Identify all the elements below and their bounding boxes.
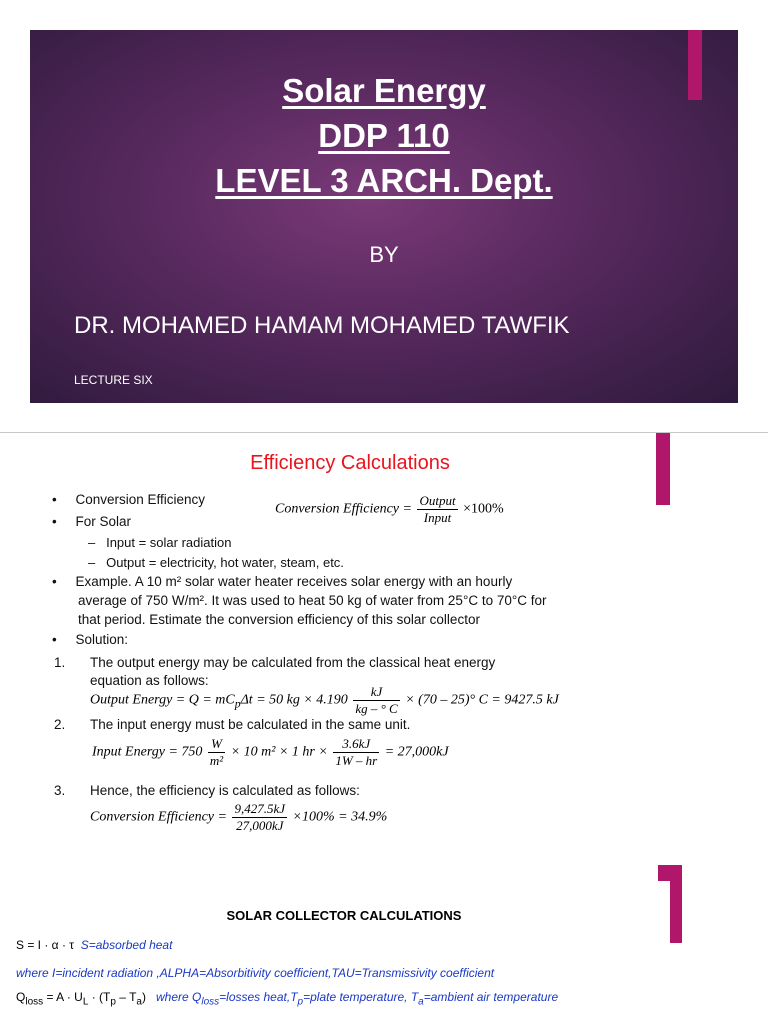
sub-bullet-output: – Output = electricity, hot water, steam, etc. bbox=[88, 555, 344, 570]
title-line-3: LEVEL 3 ARCH. Dept. bbox=[215, 162, 553, 199]
title-line-2: DDP 110 bbox=[318, 117, 450, 154]
step-2-text: The input energy must be calculated in the same unit. bbox=[90, 717, 411, 732]
slide-divider bbox=[0, 432, 768, 433]
example-line-3: that period. Estimate the conversion efficiency of this solar collector bbox=[78, 612, 480, 627]
slide-title bbox=[30, 68, 738, 203]
slide-title: Efficiency Calculations bbox=[250, 452, 450, 474]
absorbed-heat-equation: S = I · α · τ S=absorbed heat bbox=[16, 938, 173, 952]
efficiency-result-formula: Conversion Efficiency = $\frac{9,427.5kJ}{27,000kJ}$ ×100% = 34.9% bbox=[90, 801, 388, 833]
step-1-text-2: equation as follows: bbox=[90, 673, 209, 688]
sub-bullet-input: – Input = solar radiation bbox=[88, 535, 232, 550]
where-note: where I=incident radiation ,ALPHA=Absorbitivity coefficient,TAU=Transmissivity coefficient bbox=[16, 966, 495, 980]
step-number-3: 3. bbox=[54, 783, 66, 798]
heat-loss-equation: $Q_{loss} = A \cdot U_L \cdot (T_p - T_a)$ where $Q_{loss}=losses$ $heat,T_p=plate$ temperature, $T_a=ambient$ air temperature bbox=[16, 990, 559, 1008]
bullet-for-solar: • For Solar bbox=[52, 514, 132, 529]
step-1-text: The output energy may be calculated from the classical heat energy bbox=[90, 655, 496, 670]
bullet-example: • Example. A 10 m² solar water heater receives solar energy with an hourly bbox=[52, 574, 513, 589]
lecture-label: LECTURE SIX bbox=[74, 373, 153, 387]
bullet-conversion: • Conversion Efficiency bbox=[52, 492, 206, 507]
author-name: DR. MOHAMED HAMAM MOHAMED TAWFIK bbox=[74, 312, 570, 339]
slide-title: SOLAR COLLECTOR CALCULATIONS bbox=[226, 908, 462, 923]
input-energy-formula: Input Energy = 750 $\frac{W}{\text{m²}}$ × 10 m² × 1 hr × $\frac{3.6kJ}{1W - hr}$ = 27,000kJ bbox=[92, 736, 449, 768]
step-3-text: Hence, the efficiency is calculated as follows: bbox=[90, 783, 360, 798]
bullet-solution: • Solution: bbox=[52, 632, 129, 647]
accent-bar bbox=[670, 865, 682, 943]
by-label: BY bbox=[369, 242, 399, 267]
conversion-efficiency-formula: Conversion Efficiency = $\frac{\text{Output}}{\text{Input}}$ ×100% bbox=[275, 493, 504, 525]
title-slide bbox=[30, 30, 738, 403]
output-energy-formula: Output Energy = $Q = mC_p\Delta t = 50$ kg × 4.190 $\frac{kJ}{kg - ^\circ C}$ × (70 – 25)° C = 9427.5 kJ bbox=[90, 684, 559, 716]
step-number-2: 2. bbox=[54, 717, 66, 732]
example-line-2: average of 750 W/m². It was used to heat 50 kg of water from 25°C to 70°C for bbox=[78, 593, 547, 608]
title-line-1: Solar Energy bbox=[282, 72, 486, 109]
step-number-1: 1. bbox=[54, 655, 66, 670]
